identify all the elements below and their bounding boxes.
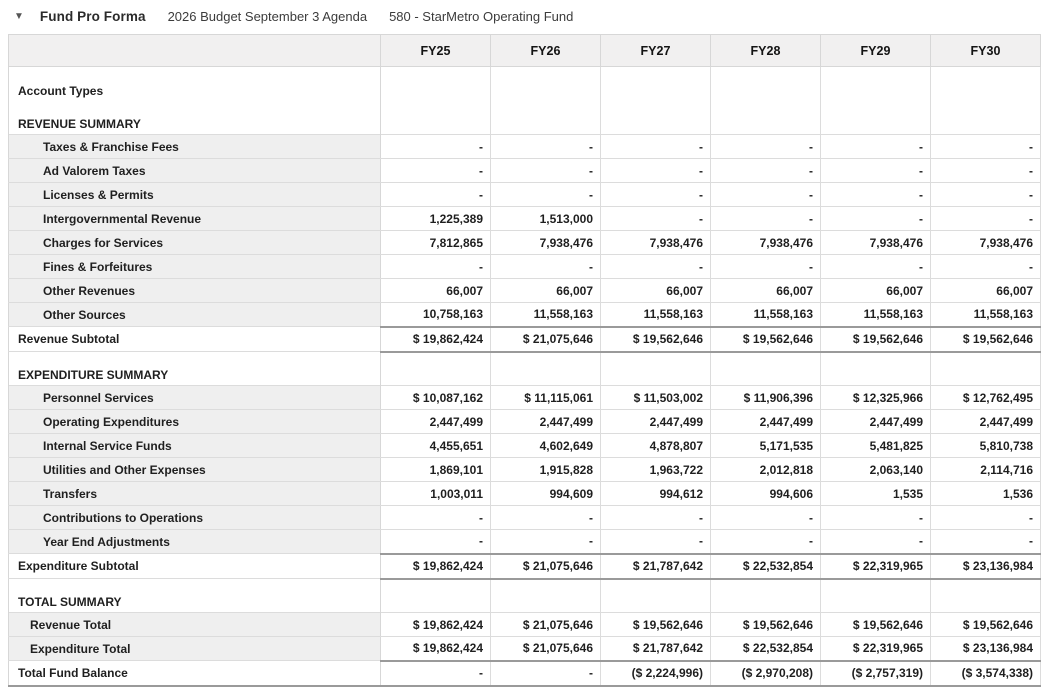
- cell-value: [711, 352, 821, 366]
- cell-value: -: [711, 530, 821, 554]
- cell-value: $ 12,762,495: [931, 386, 1041, 410]
- cell-value: -: [491, 661, 601, 686]
- cell-value: [381, 366, 491, 386]
- cell-value: 66,007: [601, 279, 711, 303]
- cell-value: [931, 101, 1041, 115]
- table-row: [9, 101, 1041, 115]
- cell-value: [821, 115, 931, 135]
- cell-value: 1,003,011: [381, 482, 491, 506]
- cell-value: [821, 81, 931, 101]
- row-label: [9, 579, 381, 593]
- cell-value: [491, 579, 601, 593]
- cell-value: $ 11,115,061: [491, 386, 601, 410]
- cell-value: $ 21,075,646: [491, 554, 601, 579]
- cell-value: [931, 366, 1041, 386]
- cell-value: [711, 579, 821, 593]
- cell-value: [821, 579, 931, 593]
- cell-value: [381, 593, 491, 613]
- cell-value: [491, 67, 601, 81]
- cell-value: $ 19,562,646: [711, 613, 821, 637]
- cell-value: $ 21,075,646: [491, 637, 601, 661]
- cell-value: [711, 101, 821, 115]
- cell-value: 2,447,499: [491, 410, 601, 434]
- cell-value: 2,447,499: [381, 410, 491, 434]
- table-row: [9, 352, 1041, 366]
- cell-value: [601, 67, 711, 81]
- cell-value: [601, 593, 711, 613]
- fund-pro-forma-table: [8, 34, 1041, 687]
- cell-value: [711, 67, 821, 81]
- cell-value: [491, 352, 601, 366]
- table-row: [9, 386, 1041, 410]
- cell-value: -: [821, 207, 931, 231]
- cell-value: $ 22,532,854: [711, 637, 821, 661]
- cell-value: [711, 81, 821, 101]
- cell-value: $ 19,562,646: [601, 613, 711, 637]
- table-row: [9, 255, 1041, 279]
- row-label: Contributions to Operations: [9, 506, 381, 530]
- cell-value: $ 11,503,002: [601, 386, 711, 410]
- cell-value: 66,007: [931, 279, 1041, 303]
- cell-value: $ 21,075,646: [491, 327, 601, 352]
- cell-value: -: [491, 135, 601, 159]
- cell-value: -: [491, 530, 601, 554]
- cell-value: [491, 115, 601, 135]
- cell-value: -: [491, 183, 601, 207]
- cell-value: 994,609: [491, 482, 601, 506]
- cell-value: [381, 352, 491, 366]
- cell-value: $ 12,325,966: [821, 386, 931, 410]
- cell-value: 11,558,163: [601, 303, 711, 327]
- cell-value: -: [711, 506, 821, 530]
- cell-value: 7,938,476: [821, 231, 931, 255]
- cell-value: 2,012,818: [711, 458, 821, 482]
- collapse-chevron-icon[interactable]: ▼: [14, 10, 24, 22]
- cell-value: -: [711, 159, 821, 183]
- cell-value: $ 22,319,965: [821, 637, 931, 661]
- cell-value: -: [601, 255, 711, 279]
- row-label: Other Revenues: [9, 279, 381, 303]
- cell-value: -: [931, 183, 1041, 207]
- cell-value: $ 19,862,424: [381, 637, 491, 661]
- cell-value: 66,007: [711, 279, 821, 303]
- cell-value: [381, 81, 491, 101]
- column-header: FY30: [931, 35, 1041, 67]
- cell-value: [931, 115, 1041, 135]
- cell-value: -: [381, 506, 491, 530]
- cell-value: 1,963,722: [601, 458, 711, 482]
- cell-value: [821, 366, 931, 386]
- cell-value: $ 19,862,424: [381, 613, 491, 637]
- cell-value: -: [381, 183, 491, 207]
- cell-value: -: [931, 255, 1041, 279]
- table-row: [9, 159, 1041, 183]
- cell-value: 2,063,140: [821, 458, 931, 482]
- cell-value: 994,612: [601, 482, 711, 506]
- cell-value: $ 19,562,646: [601, 327, 711, 352]
- cell-value: $ 19,862,424: [381, 554, 491, 579]
- table-row: [9, 115, 1041, 135]
- table-row: [9, 67, 1041, 81]
- table-row: [9, 303, 1041, 327]
- column-header: FY29: [821, 35, 931, 67]
- cell-value: [711, 115, 821, 135]
- fund-name: 580 - StarMetro Operating Fund: [389, 9, 574, 24]
- cell-value: $ 19,562,646: [931, 327, 1041, 352]
- cell-value: $ 19,562,646: [821, 613, 931, 637]
- cell-value: $ 11,906,396: [711, 386, 821, 410]
- cell-value: [491, 101, 601, 115]
- row-label: Revenue Subtotal: [9, 327, 381, 352]
- cell-value: [711, 593, 821, 613]
- cell-value: [491, 81, 601, 101]
- cell-value: -: [601, 207, 711, 231]
- cell-value: [491, 593, 601, 613]
- cell-value: $ 21,787,642: [601, 637, 711, 661]
- row-label: Licenses & Permits: [9, 183, 381, 207]
- cell-value: ($ 2,970,208): [711, 661, 821, 686]
- cell-value: $ 21,075,646: [491, 613, 601, 637]
- cell-value: 2,447,499: [601, 410, 711, 434]
- cell-value: [711, 366, 821, 386]
- cell-value: -: [601, 506, 711, 530]
- cell-value: ($ 2,757,319): [821, 661, 931, 686]
- cell-value: -: [821, 530, 931, 554]
- cell-value: 2,447,499: [931, 410, 1041, 434]
- cell-value: [821, 593, 931, 613]
- cell-value: -: [821, 506, 931, 530]
- cell-value: 7,938,476: [491, 231, 601, 255]
- cell-value: $ 21,787,642: [601, 554, 711, 579]
- row-label: TOTAL SUMMARY: [9, 593, 381, 613]
- cell-value: $ 19,562,646: [711, 327, 821, 352]
- row-label: Utilities and Other Expenses: [9, 458, 381, 482]
- column-header-row: [9, 35, 1041, 67]
- cell-value: $ 19,562,646: [931, 613, 1041, 637]
- cell-value: 1,915,828: [491, 458, 601, 482]
- table-row: [9, 593, 1041, 613]
- cell-value: 7,938,476: [931, 231, 1041, 255]
- table-row: [9, 637, 1041, 661]
- cell-value: [821, 352, 931, 366]
- cell-value: 1,536: [931, 482, 1041, 506]
- cell-value: -: [931, 159, 1041, 183]
- cell-value: $ 19,862,424: [381, 327, 491, 352]
- cell-value: -: [931, 207, 1041, 231]
- cell-value: [931, 67, 1041, 81]
- table-row: [9, 661, 1041, 686]
- cell-value: [601, 101, 711, 115]
- cell-value: -: [491, 255, 601, 279]
- row-label: Internal Service Funds: [9, 434, 381, 458]
- cell-value: 66,007: [381, 279, 491, 303]
- table-row: [9, 207, 1041, 231]
- cell-value: 2,114,716: [931, 458, 1041, 482]
- row-label: Intergovernmental Revenue: [9, 207, 381, 231]
- row-label: Fines & Forfeitures: [9, 255, 381, 279]
- row-label: Expenditure Subtotal: [9, 554, 381, 579]
- table-row: [9, 231, 1041, 255]
- row-label: [9, 352, 381, 366]
- page-title: Fund Pro Forma: [39, 9, 146, 24]
- cell-value: -: [821, 159, 931, 183]
- cell-value: 11,558,163: [491, 303, 601, 327]
- cell-value: $ 22,319,965: [821, 554, 931, 579]
- row-label: [9, 101, 381, 115]
- cell-value: -: [601, 159, 711, 183]
- row-label: Revenue Total: [9, 613, 381, 637]
- table-row: [9, 579, 1041, 593]
- cell-value: [381, 67, 491, 81]
- cell-value: 7,812,865: [381, 231, 491, 255]
- cell-value: -: [711, 135, 821, 159]
- cell-value: 10,758,163: [381, 303, 491, 327]
- row-label: Account Types: [9, 81, 381, 101]
- cell-value: 66,007: [491, 279, 601, 303]
- cell-value: 4,878,807: [601, 434, 711, 458]
- column-header: FY25: [381, 35, 491, 67]
- budget-name: 2026 Budget September 3 Agenda: [167, 9, 368, 24]
- column-header: FY27: [601, 35, 711, 67]
- cell-value: 1,869,101: [381, 458, 491, 482]
- cell-value: 5,481,825: [821, 434, 931, 458]
- table-row: [9, 434, 1041, 458]
- table-row: [9, 135, 1041, 159]
- table-row: [9, 458, 1041, 482]
- cell-value: -: [381, 135, 491, 159]
- label-column-header: [9, 35, 381, 67]
- cell-value: -: [491, 506, 601, 530]
- cell-value: -: [711, 255, 821, 279]
- cell-value: [931, 81, 1041, 101]
- cell-value: -: [601, 530, 711, 554]
- cell-value: [381, 115, 491, 135]
- table-row: [9, 613, 1041, 637]
- cell-value: $ 10,087,162: [381, 386, 491, 410]
- table-row: [9, 482, 1041, 506]
- cell-value: 1,513,000: [491, 207, 601, 231]
- table-row: [9, 279, 1041, 303]
- cell-value: -: [381, 159, 491, 183]
- cell-value: 11,558,163: [711, 303, 821, 327]
- cell-value: ($ 3,574,338): [931, 661, 1041, 686]
- cell-value: -: [821, 255, 931, 279]
- cell-value: -: [821, 135, 931, 159]
- row-label: REVENUE SUMMARY: [9, 115, 381, 135]
- cell-value: -: [931, 135, 1041, 159]
- cell-value: -: [931, 530, 1041, 554]
- table-row: [9, 410, 1041, 434]
- cell-value: -: [381, 255, 491, 279]
- cell-value: 5,171,535: [711, 434, 821, 458]
- cell-value: [601, 81, 711, 101]
- cell-value: $ 23,136,984: [931, 554, 1041, 579]
- cell-value: 4,455,651: [381, 434, 491, 458]
- cell-value: -: [711, 183, 821, 207]
- report-header: [0, 0, 1047, 24]
- row-label: Expenditure Total: [9, 637, 381, 661]
- row-label: Personnel Services: [9, 386, 381, 410]
- cell-value: 994,606: [711, 482, 821, 506]
- cell-value: [381, 101, 491, 115]
- cell-value: [931, 593, 1041, 613]
- table-row: [9, 183, 1041, 207]
- cell-value: -: [931, 506, 1041, 530]
- cell-value: -: [601, 183, 711, 207]
- cell-value: $ 22,532,854: [711, 554, 821, 579]
- cell-value: 11,558,163: [931, 303, 1041, 327]
- cell-value: -: [381, 661, 491, 686]
- row-label: Other Sources: [9, 303, 381, 327]
- table-row: [9, 81, 1041, 101]
- cell-value: 4,602,649: [491, 434, 601, 458]
- column-header: FY26: [491, 35, 601, 67]
- cell-value: -: [821, 183, 931, 207]
- cell-value: [601, 366, 711, 386]
- row-label: [9, 67, 381, 81]
- cell-value: 2,447,499: [821, 410, 931, 434]
- cell-value: [601, 115, 711, 135]
- cell-value: [931, 352, 1041, 366]
- cell-value: -: [491, 159, 601, 183]
- cell-value: [931, 579, 1041, 593]
- cell-value: [601, 579, 711, 593]
- cell-value: 2,447,499: [711, 410, 821, 434]
- cell-value: 5,810,738: [931, 434, 1041, 458]
- cell-value: ($ 2,224,996): [601, 661, 711, 686]
- cell-value: [381, 579, 491, 593]
- row-label: Transfers: [9, 482, 381, 506]
- cell-value: -: [601, 135, 711, 159]
- cell-value: 1,535: [821, 482, 931, 506]
- cell-value: -: [381, 530, 491, 554]
- cell-value: 7,938,476: [711, 231, 821, 255]
- table-row: [9, 530, 1041, 554]
- table-row: [9, 506, 1041, 530]
- cell-value: 7,938,476: [601, 231, 711, 255]
- cell-value: -: [711, 207, 821, 231]
- row-label: EXPENDITURE SUMMARY: [9, 366, 381, 386]
- table-row: [9, 554, 1041, 579]
- row-label: Taxes & Franchise Fees: [9, 135, 381, 159]
- table-row: [9, 366, 1041, 386]
- column-header: FY28: [711, 35, 821, 67]
- row-label: Total Fund Balance: [9, 661, 381, 686]
- table-row: [9, 327, 1041, 352]
- cell-value: [821, 101, 931, 115]
- cell-value: $ 23,136,984: [931, 637, 1041, 661]
- cell-value: 66,007: [821, 279, 931, 303]
- cell-value: [601, 352, 711, 366]
- row-label: Operating Expenditures: [9, 410, 381, 434]
- cell-value: [821, 67, 931, 81]
- row-label: Charges for Services: [9, 231, 381, 255]
- cell-value: $ 19,562,646: [821, 327, 931, 352]
- row-label: Year End Adjustments: [9, 530, 381, 554]
- cell-value: [491, 366, 601, 386]
- row-label: Ad Valorem Taxes: [9, 159, 381, 183]
- cell-value: 11,558,163: [821, 303, 931, 327]
- cell-value: 1,225,389: [381, 207, 491, 231]
